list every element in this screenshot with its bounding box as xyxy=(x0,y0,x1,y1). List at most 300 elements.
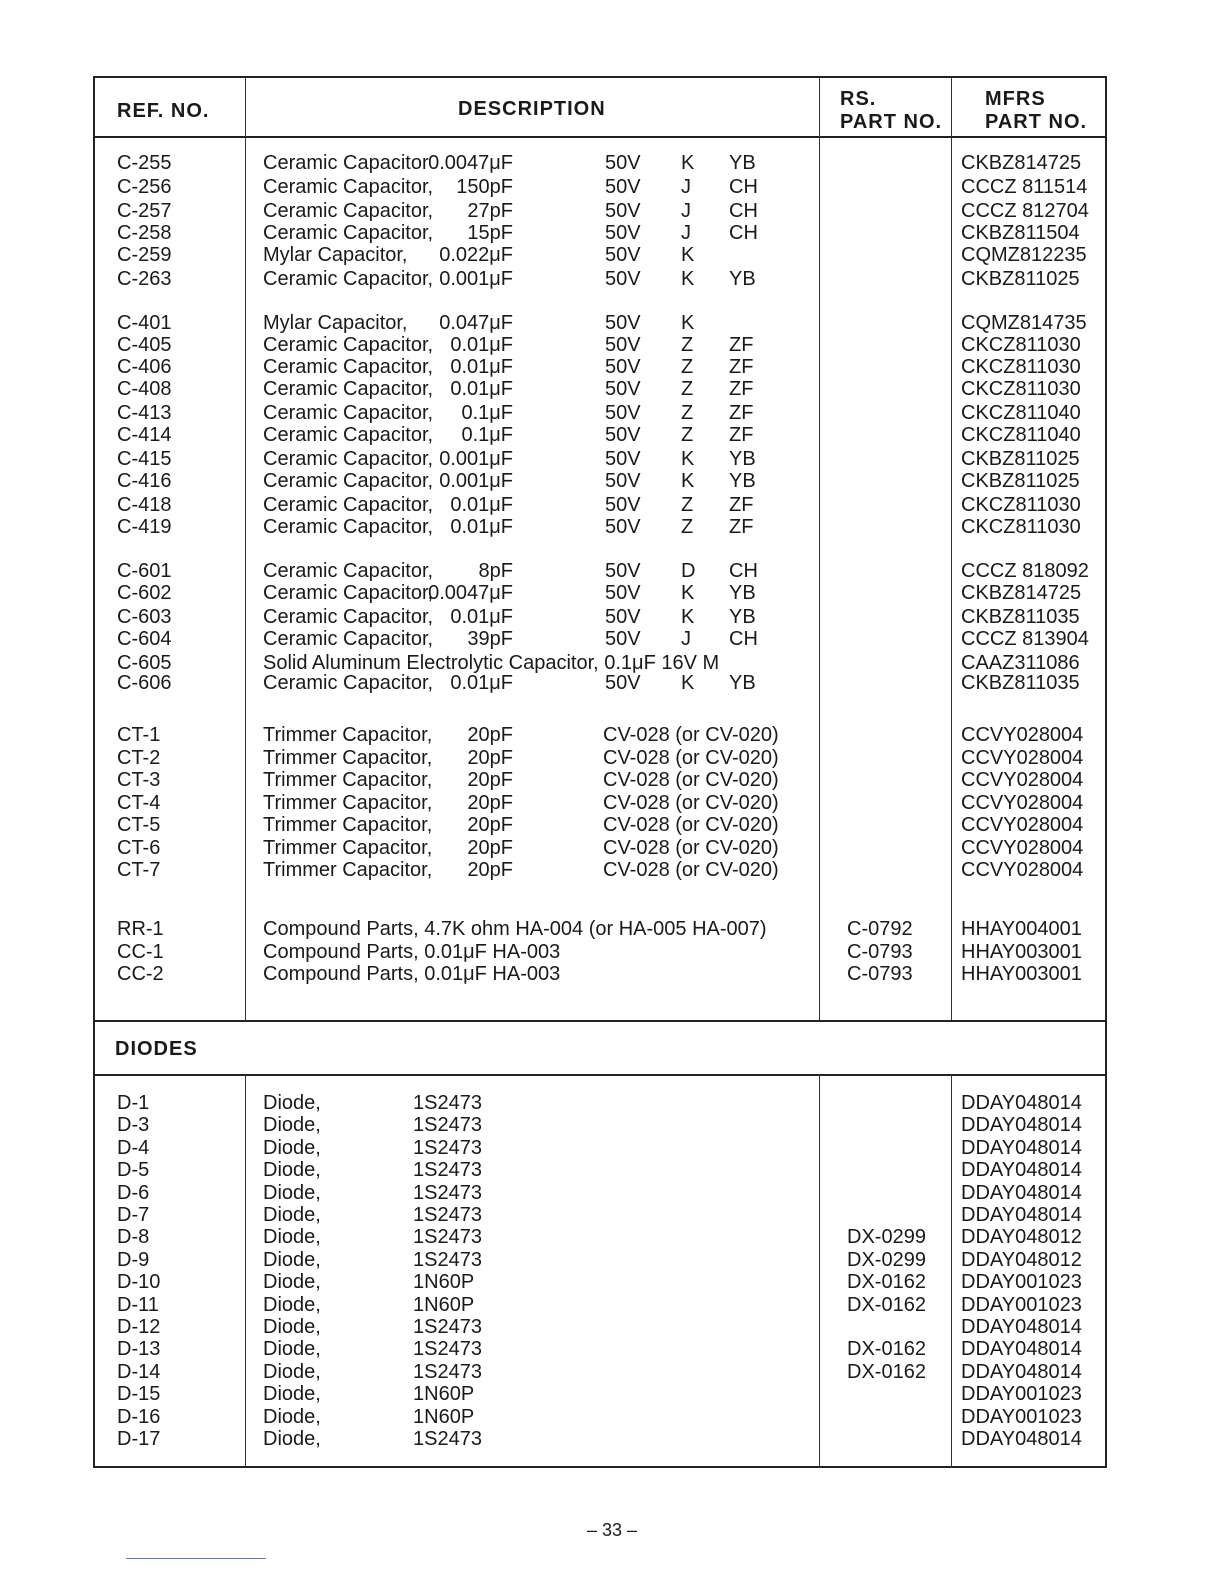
mfrs-part-no: DDAY048012 xyxy=(961,1248,1082,1271)
table-row xyxy=(95,628,1105,650)
mfrs-part-no: CKBZ811025 xyxy=(961,268,1080,290)
ref-no: C-256 xyxy=(117,176,172,198)
part-type: Ceramic Capacitor, xyxy=(263,200,434,222)
part-type: Diode, xyxy=(263,1338,321,1361)
mfrs-part-no: CKCZ811040 xyxy=(961,402,1081,424)
ref-no: C-604 xyxy=(117,628,172,650)
part-type: Ceramic Capacitor, xyxy=(263,402,434,424)
tolerance-code: K xyxy=(681,672,695,694)
table-row xyxy=(95,424,1105,446)
part-model: CV-028 (or CV-020) xyxy=(603,836,779,859)
part-value: 0.01μF xyxy=(450,606,513,628)
mfrs-part-no: DDAY048014 xyxy=(961,1360,1082,1383)
part-type: Ceramic Capacitor, xyxy=(263,356,434,378)
rs-part-no: DX-0299 xyxy=(847,1248,926,1271)
part-value: 20pF xyxy=(467,769,513,791)
ref-no: C-605 xyxy=(117,652,172,674)
rs-part-no: C-0792 xyxy=(847,918,913,940)
part-value: 0.001μF xyxy=(439,470,513,492)
part-type: Diode, xyxy=(263,1293,321,1316)
part-value: 0.01μF xyxy=(450,494,513,516)
table-row xyxy=(95,769,1105,791)
mfrs-part-no: CCVY028004 xyxy=(961,724,1084,746)
part-model: 1S2473 xyxy=(413,1226,482,1249)
table-row xyxy=(95,402,1105,424)
tolerance-code: K xyxy=(681,582,695,604)
part-type: Ceramic Capacitor, xyxy=(263,378,434,400)
part-value: 0.047μF xyxy=(439,312,513,334)
part-type: Diode, xyxy=(263,1271,321,1294)
table-row xyxy=(95,837,1105,859)
mfrs-part-no: CAAZ311086 xyxy=(961,652,1080,674)
ref-no: C-259 xyxy=(117,244,172,266)
part-model: CV-028 (or CV-020) xyxy=(603,814,779,836)
part-model: 1S2473 xyxy=(413,1338,482,1361)
rs-part-no: DX-0299 xyxy=(847,1226,926,1249)
ref-no: D-14 xyxy=(117,1360,161,1383)
temp-characteristic: CH xyxy=(729,222,758,244)
part-description: Solid Aluminum Electrolytic Capacitor, 0.1μF 16V M xyxy=(263,652,720,674)
mfrs-part-no: CKBZ811025 xyxy=(961,448,1080,470)
ref-no: D-17 xyxy=(117,1428,161,1450)
mfrs-part-no: DDAY048014 xyxy=(961,1316,1082,1338)
ref-no: C-263 xyxy=(117,268,172,290)
mfrs-part-no: CCCZ 818092 xyxy=(961,560,1089,582)
part-model: CV-028 (or CV-020) xyxy=(603,769,779,791)
part-model: 1S2473 xyxy=(413,1316,482,1338)
ref-no: D-12 xyxy=(117,1316,161,1338)
part-type: Ceramic Capacitor, xyxy=(263,448,434,470)
part-model: 1S2473 xyxy=(413,1092,482,1114)
voltage-rating: 50V xyxy=(605,606,641,628)
table-row xyxy=(95,672,1105,694)
part-type: Ceramic Capacitor, xyxy=(263,582,434,604)
part-model: 1S2473 xyxy=(413,1360,482,1383)
voltage-rating: 50V xyxy=(605,628,641,650)
mfrs-part-no: DDAY048014 xyxy=(961,1114,1082,1137)
part-type: Ceramic Capacitor, xyxy=(263,176,434,198)
part-value: 0.01μF xyxy=(450,516,513,538)
part-value: 20pF xyxy=(467,724,513,746)
tolerance-code: J xyxy=(681,176,691,198)
tolerance-code: Z xyxy=(681,334,694,356)
ref-no: D-5 xyxy=(117,1159,150,1182)
ref-no: C-255 xyxy=(117,152,172,174)
voltage-rating: 50V xyxy=(605,222,641,244)
table-row xyxy=(95,1092,1105,1114)
part-value: 0.001μF xyxy=(439,448,513,470)
mfrs-part-no: DDAY048014 xyxy=(961,1428,1082,1450)
part-model: 1S2473 xyxy=(413,1159,482,1182)
voltage-rating: 50V xyxy=(605,448,641,470)
part-value: 20pF xyxy=(467,746,513,769)
ref-no: CT-3 xyxy=(117,769,161,791)
part-value: 15pF xyxy=(467,222,513,244)
ref-no: C-603 xyxy=(117,606,172,628)
table-row xyxy=(95,222,1105,244)
mfrs-part-no: HHAY003001 xyxy=(961,940,1082,963)
rs-part-no: DX-0162 xyxy=(847,1293,926,1316)
voltage-rating: 50V xyxy=(605,672,641,694)
ref-no: D-16 xyxy=(117,1405,161,1428)
temp-characteristic: ZF xyxy=(729,356,754,378)
voltage-rating: 50V xyxy=(605,244,641,266)
ref-no: C-415 xyxy=(117,448,172,470)
table-row xyxy=(95,1114,1105,1136)
ref-no: C-414 xyxy=(117,424,172,446)
mfrs-part-no: DDAY048014 xyxy=(961,1181,1082,1204)
part-type: Ceramic Capacitor, xyxy=(263,628,434,650)
mfrs-part-no: CCVY028004 xyxy=(961,791,1084,814)
temp-characteristic: ZF xyxy=(729,402,754,424)
table-row xyxy=(95,792,1105,814)
ref-no: D-9 xyxy=(117,1248,150,1271)
table-row xyxy=(95,941,1105,963)
part-type: Ceramic Capacitor, xyxy=(263,672,434,694)
table-row xyxy=(95,1383,1105,1405)
part-value: 20pF xyxy=(467,859,513,881)
rs-part-no: DX-0162 xyxy=(847,1360,926,1383)
part-description: Compound Parts, 0.01μF HA-003 xyxy=(263,963,561,985)
tolerance-code: J xyxy=(681,628,691,650)
diodes-bottom-divider xyxy=(95,1074,1105,1076)
rs-part-no: C-0793 xyxy=(847,963,913,985)
table-row xyxy=(95,963,1105,985)
part-model: CV-028 (or CV-020) xyxy=(603,724,779,746)
part-type: Diode, xyxy=(263,1248,321,1271)
page-number: – 33 – xyxy=(586,1520,638,1540)
voltage-rating: 50V xyxy=(605,402,641,424)
ref-no: D-4 xyxy=(117,1136,150,1159)
tolerance-code: J xyxy=(681,200,691,222)
tolerance-code: Z xyxy=(681,402,694,424)
temp-characteristic: ZF xyxy=(729,378,754,400)
header-rs-line2: PART NO. xyxy=(840,111,943,133)
table-row xyxy=(95,606,1105,628)
part-type: Diode, xyxy=(263,1405,321,1428)
part-type: Mylar Capacitor, xyxy=(263,312,408,334)
ref-no: D-13 xyxy=(117,1338,161,1361)
part-type: Diode, xyxy=(263,1428,321,1450)
ref-no: D-15 xyxy=(117,1383,161,1406)
part-value: 0.001μF xyxy=(439,268,513,290)
table-row xyxy=(95,1159,1105,1181)
ref-no: C-416 xyxy=(117,470,172,492)
part-value: 0.1μF xyxy=(461,402,513,424)
part-type: Trimmer Capacitor, xyxy=(263,836,433,859)
table-row xyxy=(95,724,1105,746)
table-row xyxy=(95,1226,1105,1248)
tolerance-code: Z xyxy=(681,356,694,378)
header-divider xyxy=(95,136,1105,138)
header-mfrs-line2: PART NO. xyxy=(985,111,1088,133)
part-value: 0.022μF xyxy=(439,244,513,266)
table-row xyxy=(95,1294,1105,1316)
part-value: 0.0047μF xyxy=(428,582,513,604)
part-value: 20pF xyxy=(467,791,513,814)
mfrs-part-no: CQMZ812235 xyxy=(961,244,1087,266)
tolerance-code: D xyxy=(681,560,696,582)
temp-characteristic: CH xyxy=(729,560,758,582)
ref-no: CT-1 xyxy=(117,724,161,746)
temp-characteristic: ZF xyxy=(729,494,754,516)
ref-no: CT-7 xyxy=(117,859,161,881)
part-type: Diode, xyxy=(263,1316,321,1338)
header-mfrs-line1: MFRS xyxy=(985,88,1046,110)
mfrs-part-no: DDAY048014 xyxy=(961,1136,1082,1159)
mfrs-part-no: CKBZ814725 xyxy=(961,582,1082,604)
table-row xyxy=(95,918,1105,940)
tolerance-code: Z xyxy=(681,424,694,446)
temp-characteristic: CH xyxy=(729,176,758,198)
table-row xyxy=(95,1271,1105,1293)
part-type: Diode, xyxy=(263,1092,321,1114)
tolerance-code: K xyxy=(681,152,695,174)
part-type: Diode, xyxy=(263,1360,321,1383)
mfrs-part-no: HHAY004001 xyxy=(961,918,1082,940)
part-model: CV-028 (or CV-020) xyxy=(603,746,779,769)
part-type: Diode, xyxy=(263,1204,321,1226)
table-row xyxy=(95,152,1105,174)
table-row xyxy=(95,652,1105,674)
table-row xyxy=(95,494,1105,516)
part-type: Ceramic Capacitor, xyxy=(263,606,434,628)
voltage-rating: 50V xyxy=(605,582,641,604)
table-row xyxy=(95,448,1105,470)
part-model: 1S2473 xyxy=(413,1428,482,1450)
voltage-rating: 50V xyxy=(605,268,641,290)
ref-no: CT-6 xyxy=(117,836,161,859)
mfrs-part-no: CCVY028004 xyxy=(961,859,1084,881)
table-row xyxy=(95,1316,1105,1338)
part-type: Diode, xyxy=(263,1159,321,1182)
part-type: Ceramic Capacitor, xyxy=(263,268,434,290)
ref-no: C-602 xyxy=(117,582,172,604)
ref-no: D-8 xyxy=(117,1226,150,1249)
voltage-rating: 50V xyxy=(605,334,641,356)
part-model: 1S2473 xyxy=(413,1136,482,1159)
table-row xyxy=(95,244,1105,266)
voltage-rating: 50V xyxy=(605,152,641,174)
part-type: Mylar Capacitor, xyxy=(263,244,408,266)
mfrs-part-no: CKCZ811030 xyxy=(961,334,1081,356)
ref-no: C-606 xyxy=(117,672,172,694)
mfrs-part-no: CKCZ811030 xyxy=(961,378,1081,400)
part-type: Trimmer Capacitor, xyxy=(263,859,433,881)
temp-characteristic: ZF xyxy=(729,516,754,538)
rs-part-no: DX-0162 xyxy=(847,1338,926,1361)
part-model: 1S2473 xyxy=(413,1114,482,1137)
part-description: Compound Parts, 4.7K ohm HA-004 (or HA-005 HA-007) xyxy=(263,918,767,940)
mfrs-part-no: DDAY048014 xyxy=(961,1338,1082,1361)
ref-no: CT-2 xyxy=(117,746,161,769)
ref-no: C-418 xyxy=(117,494,172,516)
ref-no: CC-2 xyxy=(117,963,164,985)
part-value: 0.1μF xyxy=(461,424,513,446)
ref-no: CT-5 xyxy=(117,814,161,836)
mfrs-part-no: CCCZ 812704 xyxy=(961,200,1089,222)
part-type: Trimmer Capacitor, xyxy=(263,791,433,814)
temp-characteristic: CH xyxy=(729,628,758,650)
voltage-rating: 50V xyxy=(605,516,641,538)
mfrs-part-no: DDAY048014 xyxy=(961,1204,1082,1226)
tolerance-code: Z xyxy=(681,516,694,538)
footer-rule xyxy=(126,1558,266,1559)
mfrs-part-no: DDAY048014 xyxy=(961,1092,1082,1114)
header-ref-no: REF. NO. xyxy=(117,100,210,122)
mfrs-part-no: CKBZ811504 xyxy=(961,222,1080,244)
table-row xyxy=(95,176,1105,198)
ref-no: C-419 xyxy=(117,516,172,538)
part-type: Diode, xyxy=(263,1383,321,1406)
voltage-rating: 50V xyxy=(605,176,641,198)
temp-characteristic: YB xyxy=(729,448,756,470)
tolerance-code: Z xyxy=(681,494,694,516)
tolerance-code: K xyxy=(681,268,695,290)
ref-no: CT-4 xyxy=(117,791,161,814)
part-type: Trimmer Capacitor, xyxy=(263,746,433,769)
mfrs-part-no: CCVY028004 xyxy=(961,746,1084,769)
part-type: Trimmer Capacitor, xyxy=(263,814,433,836)
part-description: Compound Parts, 0.01μF HA-003 xyxy=(263,940,561,963)
voltage-rating: 50V xyxy=(605,560,641,582)
part-type: Diode, xyxy=(263,1226,321,1249)
parts-list-table xyxy=(93,76,1107,1468)
table-row xyxy=(95,859,1105,881)
mfrs-part-no: DDAY001023 xyxy=(961,1405,1082,1428)
part-value: 20pF xyxy=(467,836,513,859)
ref-no: D-7 xyxy=(117,1204,150,1226)
part-type: Ceramic Capacitor, xyxy=(263,560,434,582)
ref-no: C-406 xyxy=(117,356,172,378)
voltage-rating: 50V xyxy=(605,312,641,334)
part-value: 0.01μF xyxy=(450,334,513,356)
ref-no: C-601 xyxy=(117,560,172,582)
part-model: 1N60P xyxy=(413,1383,475,1406)
part-type: Ceramic Capacitor, xyxy=(263,334,434,356)
part-value: 39pF xyxy=(467,628,513,650)
table-row xyxy=(95,814,1105,836)
voltage-rating: 50V xyxy=(605,470,641,492)
ref-no: C-408 xyxy=(117,378,172,400)
part-model: CV-028 (or CV-020) xyxy=(603,859,779,881)
table-row xyxy=(95,200,1105,222)
voltage-rating: 50V xyxy=(605,378,641,400)
rs-part-no: DX-0162 xyxy=(847,1271,926,1294)
mfrs-part-no: DDAY001023 xyxy=(961,1271,1082,1294)
mfrs-part-no: DDAY048014 xyxy=(961,1159,1082,1182)
table-row xyxy=(95,378,1105,400)
part-model: CV-028 (or CV-020) xyxy=(603,791,779,814)
voltage-rating: 50V xyxy=(605,424,641,446)
temp-characteristic: CH xyxy=(729,200,758,222)
part-type: Ceramic Capacitor, xyxy=(263,470,434,492)
part-type: Diode, xyxy=(263,1136,321,1159)
mfrs-part-no: CCVY028004 xyxy=(961,814,1084,836)
mfrs-part-no: CCVY028004 xyxy=(961,769,1084,791)
ref-no: C-405 xyxy=(117,334,172,356)
mfrs-part-no: CKCZ811030 xyxy=(961,516,1081,538)
part-value: 27pF xyxy=(467,200,513,222)
table-row xyxy=(95,1204,1105,1226)
tolerance-code: Z xyxy=(681,378,694,400)
table-row xyxy=(95,1361,1105,1383)
tolerance-code: K xyxy=(681,244,695,266)
mfrs-part-no: CKCZ811040 xyxy=(961,424,1081,446)
part-type: Ceramic Capacitor, xyxy=(263,424,434,446)
part-model: 1N60P xyxy=(413,1293,475,1316)
ref-no: D-6 xyxy=(117,1181,150,1204)
mfrs-part-no: HHAY003001 xyxy=(961,963,1082,985)
tolerance-code: K xyxy=(681,448,695,470)
table-row xyxy=(95,1428,1105,1450)
part-model: 1S2473 xyxy=(413,1248,482,1271)
table-row xyxy=(95,1406,1105,1428)
mfrs-part-no: CKBZ814725 xyxy=(961,152,1082,174)
part-type: Ceramic Capacitor, xyxy=(263,516,434,538)
table-row xyxy=(95,747,1105,769)
table-row xyxy=(95,334,1105,356)
part-type: Ceramic Capacitor, xyxy=(263,494,434,516)
ref-no: C-257 xyxy=(117,200,172,222)
part-value: 0.01μF xyxy=(450,672,513,694)
temp-characteristic: YB xyxy=(729,582,756,604)
table-row xyxy=(95,470,1105,492)
part-type: Ceramic Capacitor, xyxy=(263,222,434,244)
voltage-rating: 50V xyxy=(605,356,641,378)
voltage-rating: 50V xyxy=(605,200,641,222)
part-value: 20pF xyxy=(467,814,513,836)
table-row xyxy=(95,1338,1105,1360)
mfrs-part-no: CQMZ814735 xyxy=(961,312,1087,334)
ref-no: D-3 xyxy=(117,1114,150,1137)
mfrs-part-no: CCVY028004 xyxy=(961,836,1084,859)
part-type: Diode, xyxy=(263,1114,321,1137)
ref-no: CC-1 xyxy=(117,940,164,963)
part-type: Diode, xyxy=(263,1181,321,1204)
temp-characteristic: YB xyxy=(729,470,756,492)
header-rs-line1: RS. xyxy=(840,88,877,110)
ref-no: C-401 xyxy=(117,312,172,334)
part-value: 8pF xyxy=(478,560,513,582)
ref-no: D-11 xyxy=(117,1293,159,1316)
part-model: 1S2473 xyxy=(413,1181,482,1204)
mfrs-part-no: CKCZ811030 xyxy=(961,494,1081,516)
table-row xyxy=(95,516,1105,538)
temp-characteristic: ZF xyxy=(729,424,754,446)
rs-part-no: C-0793 xyxy=(847,940,913,963)
mfrs-part-no: CKBZ811035 xyxy=(961,672,1080,694)
mfrs-part-no: CKBZ811035 xyxy=(961,606,1080,628)
mfrs-part-no: DDAY001023 xyxy=(961,1293,1082,1316)
mfrs-part-no: CKCZ811030 xyxy=(961,356,1081,378)
tolerance-code: K xyxy=(681,470,695,492)
table-row xyxy=(95,582,1105,604)
tolerance-code: K xyxy=(681,312,695,334)
part-type: Trimmer Capacitor, xyxy=(263,769,433,791)
header-description: DESCRIPTION xyxy=(458,98,606,120)
ref-no: C-413 xyxy=(117,402,172,424)
ref-no: D-1 xyxy=(117,1092,150,1114)
tolerance-code: J xyxy=(681,222,691,244)
temp-characteristic: YB xyxy=(729,606,756,628)
voltage-rating: 50V xyxy=(605,494,641,516)
table-row xyxy=(95,356,1105,378)
mfrs-part-no: CKBZ811025 xyxy=(961,470,1080,492)
part-value: 0.01μF xyxy=(450,356,513,378)
tolerance-code: K xyxy=(681,606,695,628)
ref-no: RR-1 xyxy=(117,918,164,940)
